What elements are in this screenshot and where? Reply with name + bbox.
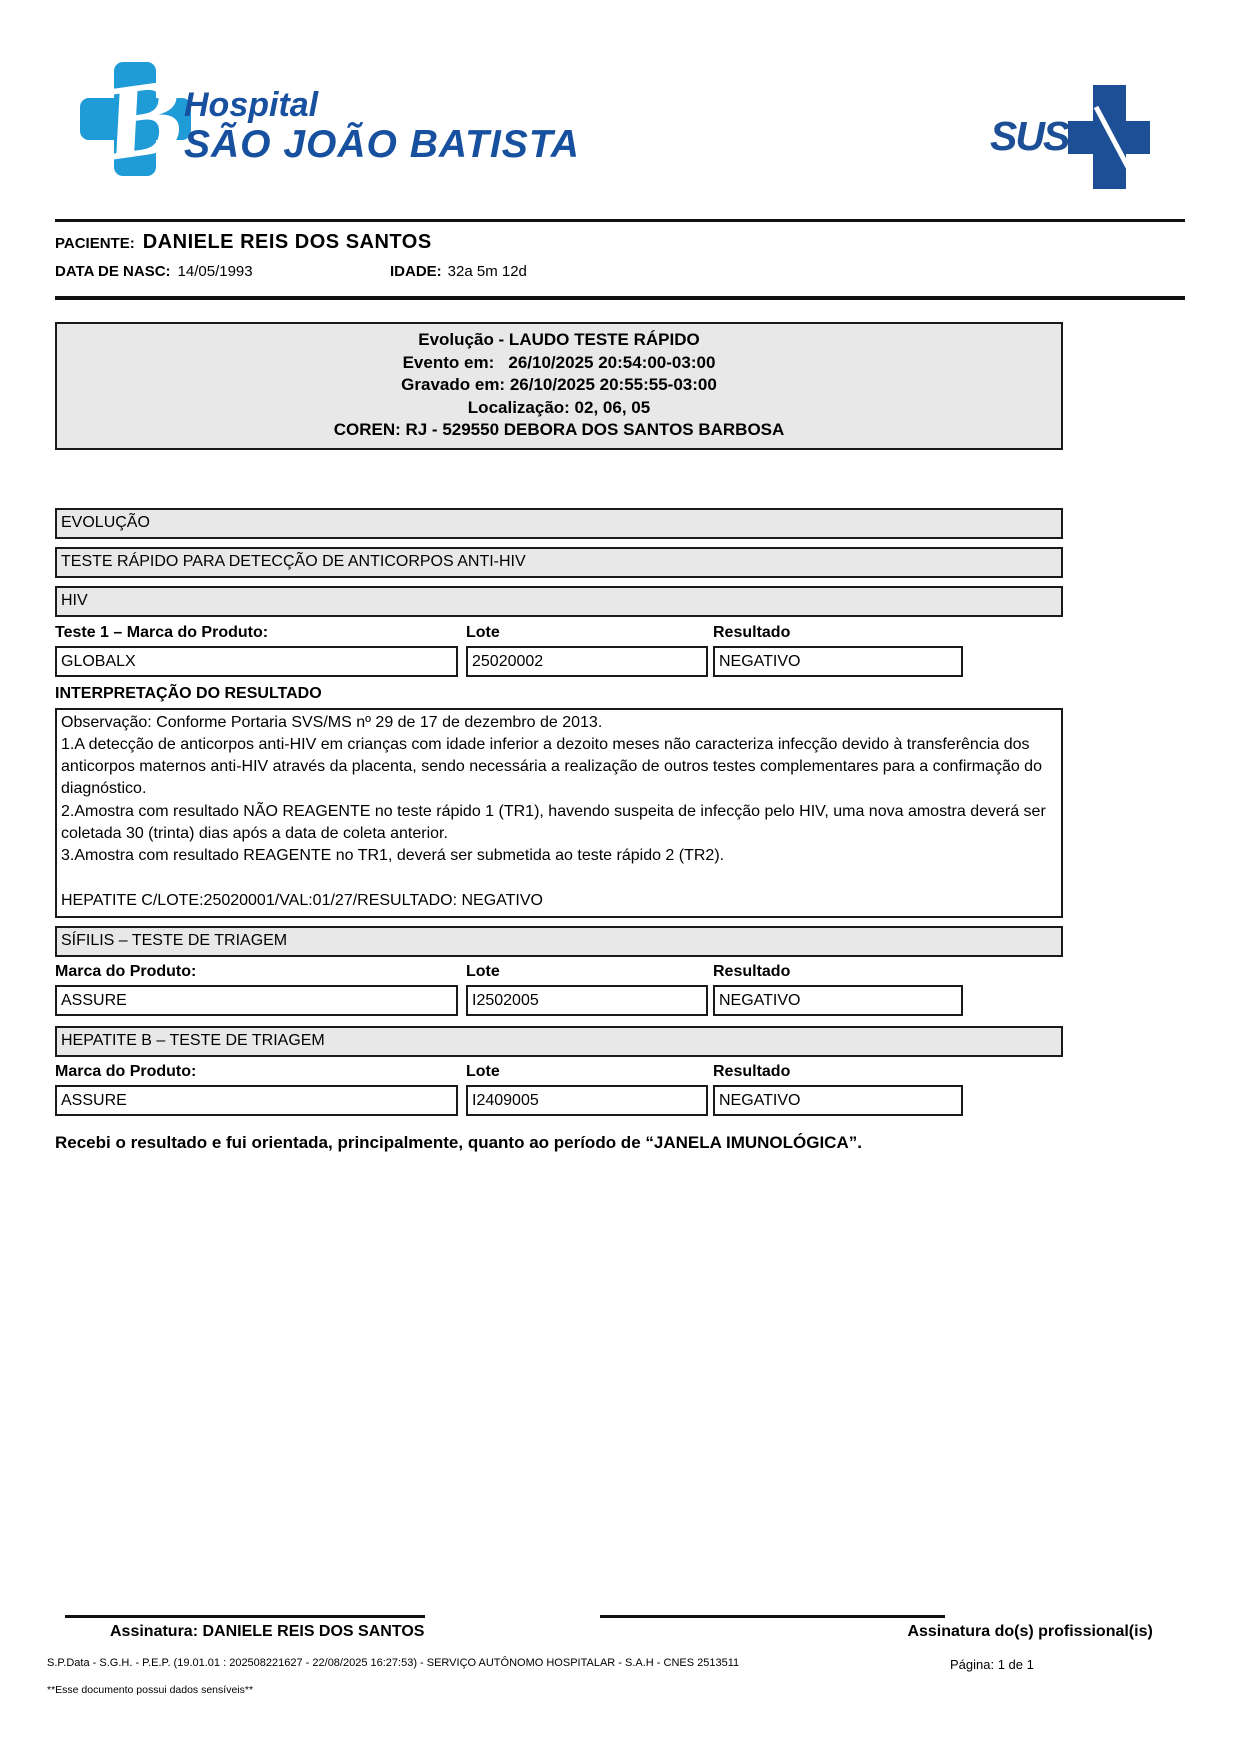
age-label: IDADE: bbox=[390, 263, 442, 280]
sifilis-test-header-row bbox=[55, 963, 1063, 983]
hiv-lot-value: 25020002 bbox=[466, 646, 708, 677]
professional-signature-label: Assinatura do(s) profissional(is) bbox=[907, 1623, 1153, 1640]
hiv-product-value: GLOBALX bbox=[55, 646, 458, 677]
hepatite-c-result-line: HEPATITE C/LOTE:25020001/VAL:01/27/RESULTADO: NEGATIVO bbox=[61, 891, 543, 909]
hepatite-b-product-value: ASSURE bbox=[55, 1085, 458, 1116]
hiv-test-header-row bbox=[55, 624, 1063, 644]
event-summary-box bbox=[55, 322, 1063, 450]
dob-group bbox=[55, 263, 390, 280]
age-group bbox=[390, 263, 527, 280]
sifilis-result-label: Resultado bbox=[713, 963, 791, 981]
patient-signature-line bbox=[65, 1615, 425, 1618]
dob-label: DATA DE NASC: bbox=[55, 263, 171, 280]
sifilis-product-value: ASSURE bbox=[55, 985, 458, 1016]
sifilis-result-value: NEGATIVO bbox=[713, 985, 963, 1016]
dob-value: 14/05/1993 bbox=[177, 263, 253, 280]
hiv-lot-label: Lote bbox=[466, 623, 500, 641]
sensitive-data-note: **Esse documento possui dados sensíveis** bbox=[47, 1684, 254, 1696]
hepatite-b-result-label: Resultado bbox=[713, 1063, 791, 1081]
divider bbox=[55, 296, 1185, 300]
hepatite-b-test-value-row bbox=[55, 1085, 1063, 1116]
hepatite-b-test-header-row bbox=[55, 1063, 1063, 1083]
hiv-product-label: Teste 1 – Marca do Produto: bbox=[55, 623, 269, 641]
hiv-result-label: Resultado bbox=[713, 623, 791, 641]
event-title: Evolução - LAUDO TESTE RÁPIDO bbox=[418, 330, 700, 349]
hepatite-b-lot-label: Lote bbox=[466, 1063, 500, 1081]
hospital-name-line2: SÃO JOÃO BATISTA bbox=[184, 123, 580, 166]
sifilis-lot-value: I2502005 bbox=[466, 985, 708, 1016]
location-line: Localização: 02, 06, 05 bbox=[467, 397, 651, 417]
patient-label: PACIENTE: bbox=[55, 235, 135, 252]
section-bar-teste-rapido: TESTE RÁPIDO PARA DETECÇÃO DE ANTICORPOS ANTI-HIV bbox=[55, 547, 1063, 578]
hepatite-b-result-value: NEGATIVO bbox=[713, 1085, 963, 1116]
footer-row bbox=[47, 1657, 1185, 1675]
sifilis-lot-label: Lote bbox=[466, 963, 500, 981]
acknowledgement-statement: Recebi o resultado e fui orientada, principalmente, quanto ao período de “JANELA IMUNOLÓGICA”. bbox=[55, 1133, 862, 1153]
patient-signature-label: Assinatura: DANIELE REIS DOS SANTOS bbox=[110, 1623, 425, 1640]
report-content bbox=[55, 219, 1185, 1153]
section-bar-evolucao: EVOLUÇÃO bbox=[55, 508, 1063, 539]
hepatite-b-lot-value: I2409005 bbox=[466, 1085, 708, 1116]
page-number: Página: 1 de 1 bbox=[950, 1657, 1034, 1672]
sifilis-product-label: Marca do Produto: bbox=[55, 963, 197, 981]
section-bar-sifilis: SÍFILIS – TESTE DE TRIAGEM bbox=[55, 926, 1063, 957]
interpretation-item-3: 3.Amostra com resultado REAGENTE no TR1, deverá ser submetida ao teste rápido 2 (TR2). bbox=[61, 847, 725, 865]
patient-row bbox=[55, 231, 1185, 254]
professional-signature-column bbox=[600, 1593, 1060, 1618]
patient-birth-row bbox=[55, 263, 1185, 280]
hospital-name-line1: Hospital bbox=[184, 86, 319, 124]
system-info-line: S.P.Data - S.G.H. - P.E.P. (19.01.01 : 202508221627 - 22/08/2025 16:27:53) - SERVIÇO AUTÔNOMO HOSPITALAR - S.A.H - CNES 2513511 bbox=[47, 1657, 740, 1669]
sifilis-test-value-row bbox=[55, 985, 1063, 1016]
signature-footer-area bbox=[47, 1593, 1185, 1696]
hospital-cross-logo-icon bbox=[78, 60, 193, 178]
interpretation-observation: Observação: Conforme Portaria SVS/MS nº 29 de 17 de dezembro de 2013. bbox=[61, 713, 603, 731]
sus-logo bbox=[990, 85, 1150, 190]
professional-signature-line bbox=[600, 1615, 945, 1618]
age-value: 32a 5m 12d bbox=[447, 263, 527, 280]
svg-text:B: B bbox=[96, 60, 193, 178]
divider bbox=[55, 219, 1185, 222]
hospital-wordmark bbox=[184, 88, 580, 164]
event-datetime: Evento em: 26/10/2025 20:54:00-03:00 bbox=[402, 352, 716, 372]
hiv-result-value: NEGATIVO bbox=[713, 646, 963, 677]
section-bar-hiv: HIV bbox=[55, 586, 1063, 617]
sus-label: SUS bbox=[990, 113, 1069, 159]
signature-lines-row bbox=[55, 1593, 1185, 1618]
signature-labels-row bbox=[55, 1623, 1185, 1641]
hiv-test-value-row bbox=[55, 646, 1063, 677]
interpretation-heading: INTERPRETAÇÃO DO RESULTADO bbox=[55, 684, 322, 702]
saved-datetime: Gravado em: 26/10/2025 20:55:55-03:00 bbox=[401, 375, 717, 394]
interpretation-item-1: 1.A detecção de anticorpos anti-HIV em crianças com idade inferior a dezoito meses não caracteriza infecção devido à transferência dos anticorpos maternos anti-HIV através da placenta, sendo necessária a realização de outros testes complementares para a confirmação do diagnóstico. bbox=[61, 735, 1042, 798]
hepatite-b-product-label: Marca do Produto: bbox=[55, 1063, 197, 1081]
patient-signature-column bbox=[65, 1593, 465, 1618]
interpretation-blank-line bbox=[61, 868, 1056, 890]
sus-cross-icon bbox=[1068, 85, 1150, 194]
section-bar-hepatite-b: HEPATITE B – TESTE DE TRIAGEM bbox=[55, 1026, 1063, 1057]
coren-line: COREN: RJ - 529550 DEBORA DOS SANTOS BARBOSA bbox=[333, 420, 785, 439]
interpretation-item-2: 2.Amostra com resultado NÃO REAGENTE no teste rápido 1 (TR1), havendo suspeita de infecção pelo HIV, uma nova amostra deverá ser coletada 30 (trinta) dias após a data de coleta anterior. bbox=[61, 802, 1046, 842]
patient-name: DANIELE REIS DOS SANTOS bbox=[142, 231, 432, 253]
interpretation-box bbox=[55, 708, 1063, 919]
